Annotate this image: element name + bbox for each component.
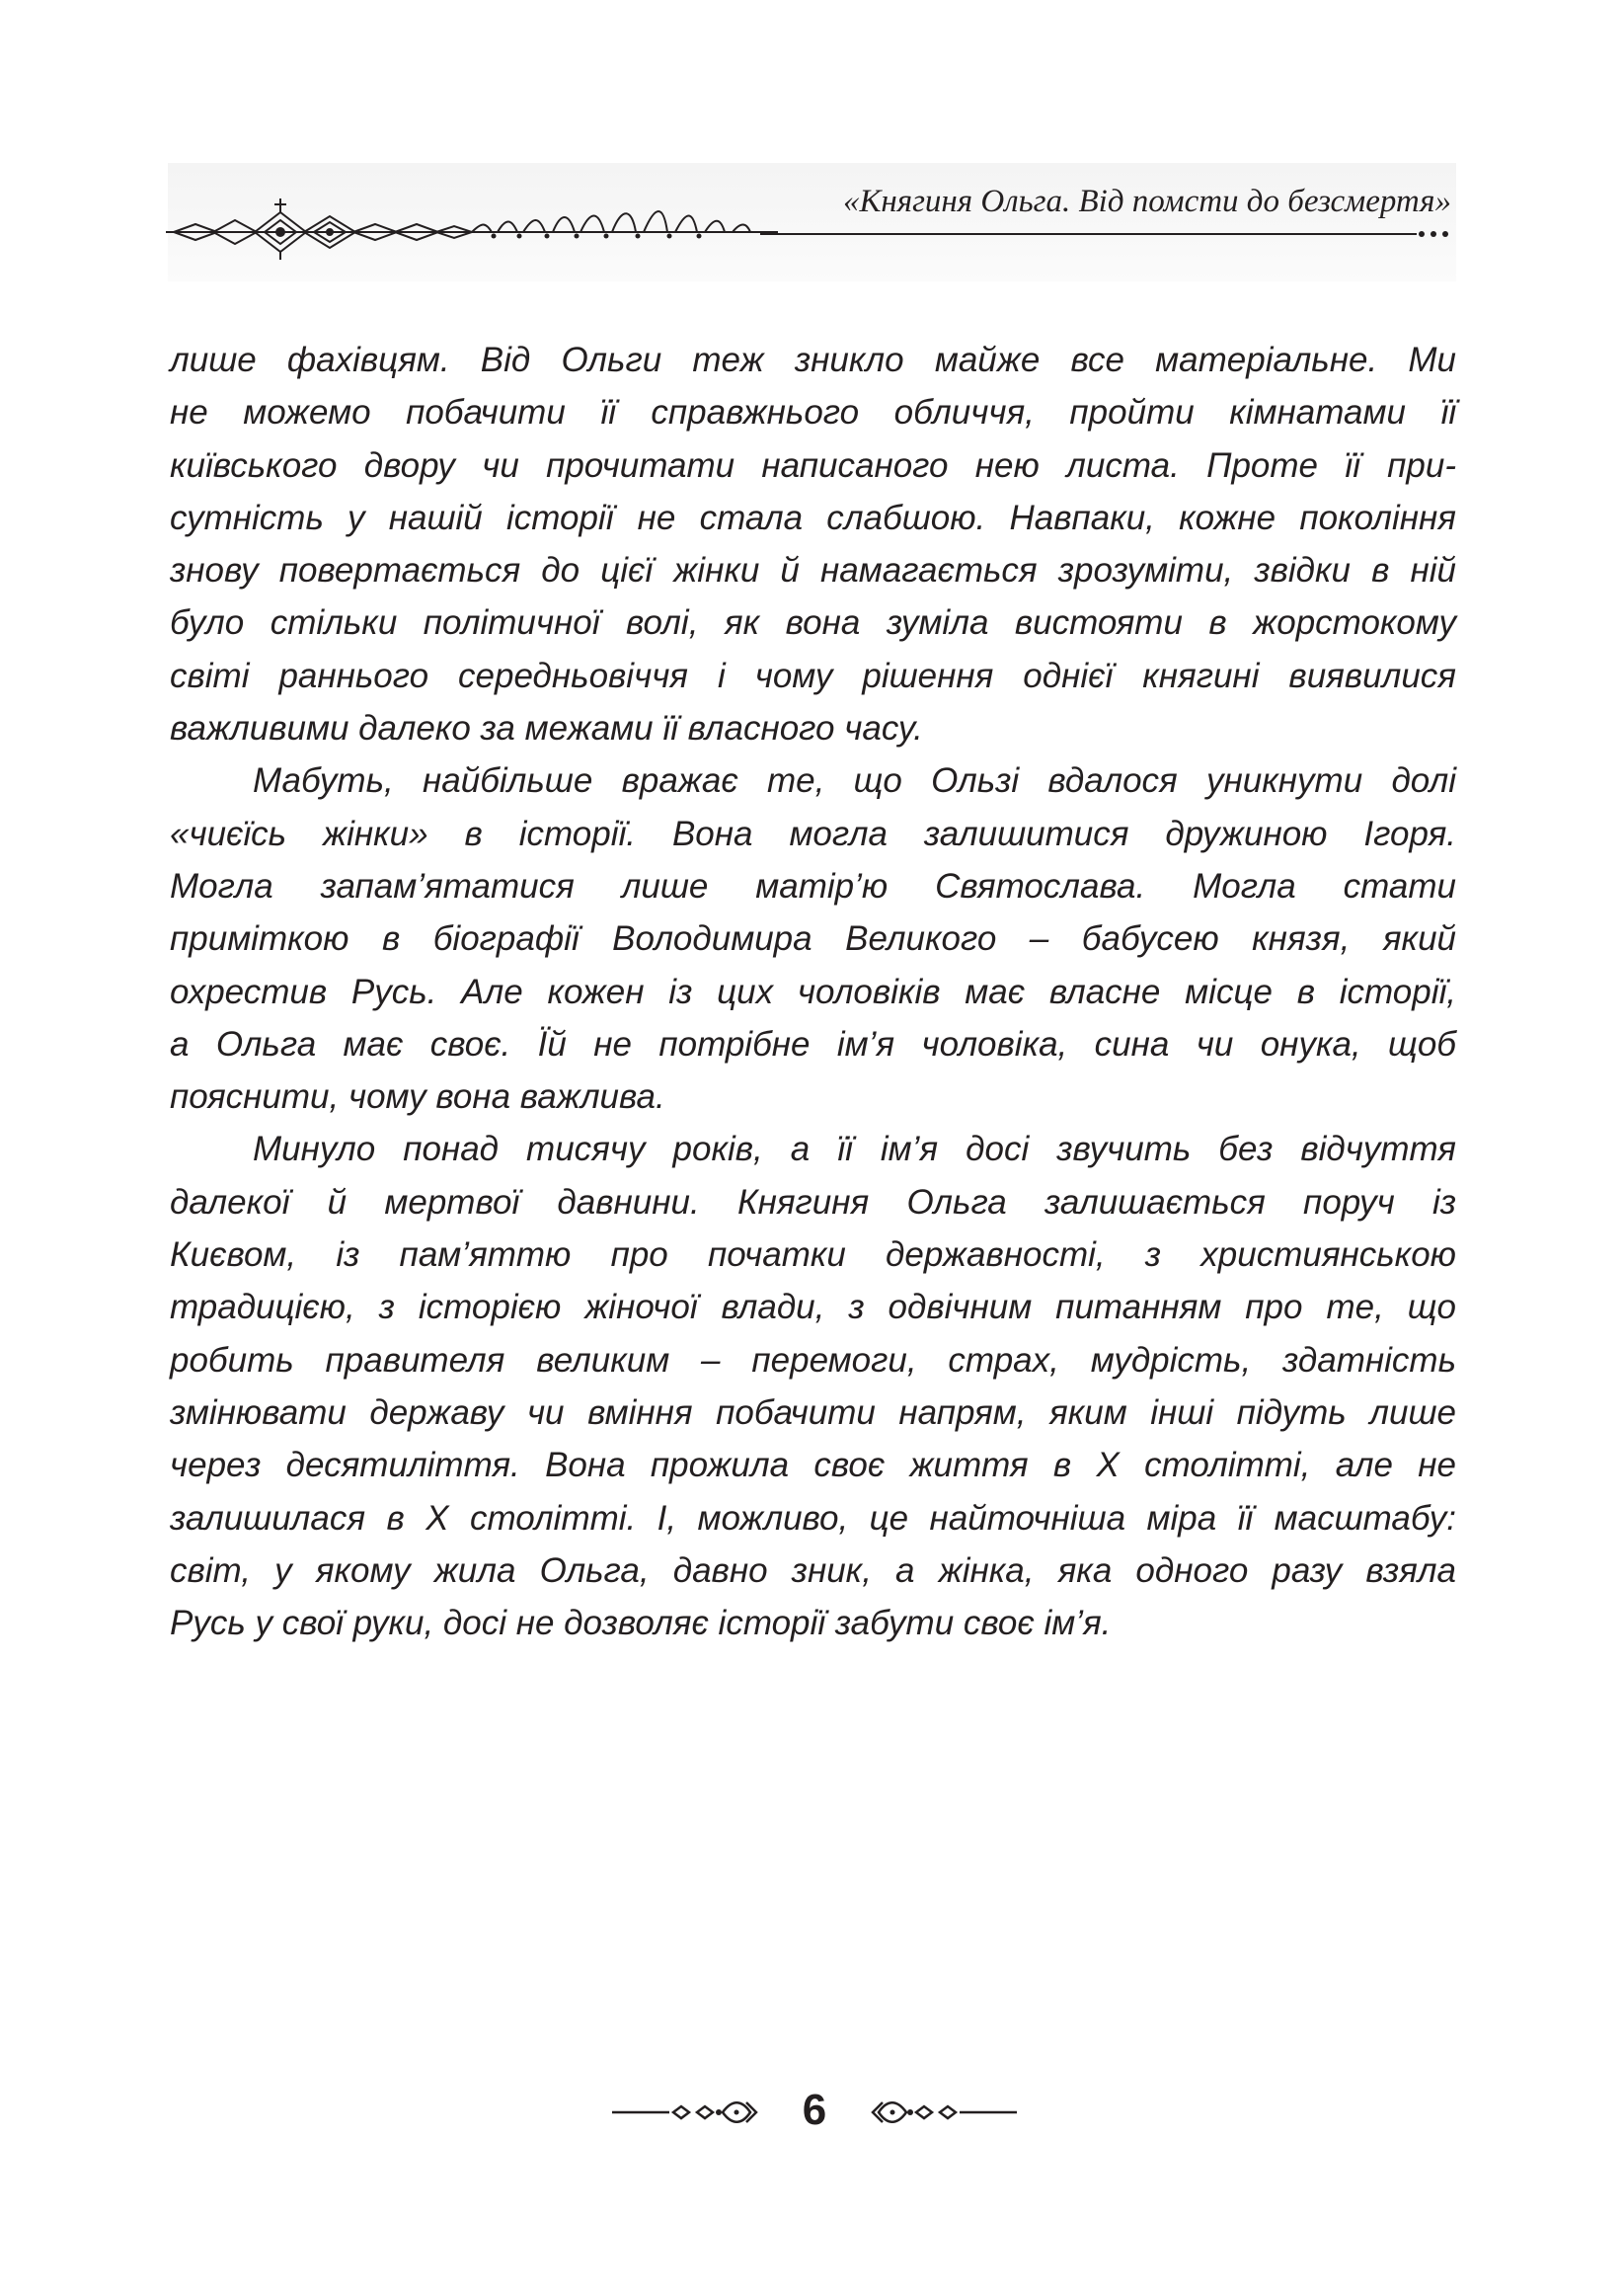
text-line: пояснити, чому вона важлива. bbox=[170, 1077, 665, 1117]
page-footer bbox=[612, 2079, 1017, 2148]
page-number: 6 bbox=[802, 2086, 827, 2134]
text-line: Русь у свої руки, досі не дозволяє історії забути своє ім’я. bbox=[170, 1604, 1112, 1643]
text-line: важливими далеко за межами її власного часу. bbox=[170, 709, 923, 749]
text-line: далекої й мертвої давнини. Княгиня Ольга залишається поруч із bbox=[170, 1182, 1456, 1222]
text-line: змінювати державу чи вміння побачити напрям, яким інші підуть лише bbox=[170, 1392, 1456, 1432]
text-line: охрестив Русь. Але кожен із цих чоловіків має власне місце в історії, bbox=[170, 972, 1456, 1011]
text-line: через десятиліття. Вона прожила своє життя в X столітті, але не bbox=[170, 1446, 1456, 1485]
text-line: приміткою в біографії Володимира Великого – бабусею князя, який bbox=[170, 919, 1456, 959]
paragraph-2 bbox=[170, 754, 1456, 1123]
text-line: знову повертається до цієї жінки й намагається зрозуміти, звідки в ній bbox=[170, 551, 1456, 591]
paragraph-3 bbox=[170, 1123, 1456, 1649]
page-body bbox=[170, 334, 1456, 1649]
header-rule bbox=[760, 233, 1417, 235]
text-line: Мабуть, найбільше вражає те, що Ользі вдалося уникнути долі bbox=[253, 761, 1456, 801]
text-line: київського двору чи прочитати написаного нею листа. Проте її при- bbox=[170, 445, 1456, 485]
text-line: Могла запам’ятатися лише матір’ю Святослава. Могла стати bbox=[170, 866, 1456, 906]
text-line: «чиєїсь жінки» в історії. Вона могла залишитися дружиною Ігоря. bbox=[170, 814, 1456, 853]
text-line: світі раннього середньовіччя і чому рішення однієї княгині виявилися bbox=[170, 656, 1456, 695]
text-line: робить правителя великим – перемоги, страх, мудрість, здатність bbox=[170, 1340, 1456, 1380]
text-line: лише фахівцям. Від Ольги теж зникло майже все матеріальне. Ми bbox=[170, 341, 1456, 379]
paragraph-1 bbox=[170, 334, 1456, 754]
text-line: не можемо побачити її справжнього обличчя, пройти кімнатами її bbox=[170, 393, 1456, 433]
text-line: сутність у нашій історії не стала слабшою. Навпаки, кожне покоління bbox=[170, 498, 1456, 537]
header-ornament-icon bbox=[166, 183, 778, 262]
header-dots-icon bbox=[1414, 225, 1463, 241]
text-line: світ, у якому жила Ольга, давно зник, а жінка, яка одного разу взяла bbox=[170, 1550, 1456, 1590]
text-line: Києвом, із пам’яттю про початки державності, з християнською bbox=[170, 1235, 1456, 1275]
text-line: залишилася в X столітті. І, можливо, це найточніша міра її масштабу: bbox=[170, 1498, 1456, 1538]
text-line: традицією, з історією жіночої влади, з одвічним питанням про те, що bbox=[170, 1288, 1456, 1327]
text-line: а Ольга має своє. Їй не потрібне ім’я чоловіка, сина чи онука, щоб bbox=[170, 1024, 1456, 1064]
text-line: Минуло понад тисячу років, а її ім’я досі звучить без відчуття bbox=[253, 1130, 1456, 1169]
text-line: було стільки політичної волі, як вона зуміла вистояти в жорстокому bbox=[170, 603, 1456, 643]
running-title: «Княгиня Ольга. Від помсти до безсмертя» bbox=[842, 184, 1451, 219]
